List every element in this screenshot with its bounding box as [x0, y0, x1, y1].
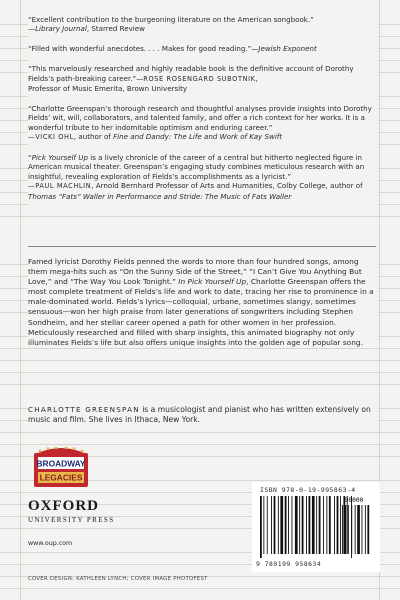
quote-source-note: , Starred Review — [86, 24, 145, 34]
quote-source-book: Thomas “Fats” Waller in Performance and Stride: The Music of Fats Waller — [28, 191, 292, 201]
quote-source-role: , Arnold Bernhard Professor of Arts and Humanities, Colby College, author of — [91, 181, 363, 191]
quote-book-title: Pick Yourself Up — [31, 153, 88, 163]
divider-rule — [28, 246, 376, 247]
author-bio — [28, 405, 378, 426]
logo-text-line1: BROADWAY — [36, 458, 86, 469]
barcode-addon-number: 90000 — [344, 497, 364, 504]
publisher-url[interactable]: www.oup.com — [28, 540, 73, 547]
quote-text: “This marvelously researched and highly readable book is the definitive account of Dorothy Fields’s path-breaking career.”— — [28, 64, 354, 83]
barcode — [258, 496, 376, 560]
publisher-name: OXFORD — [28, 498, 99, 514]
quote-source-prefix: , author of — [73, 132, 114, 142]
quote-jewish-exponent — [28, 44, 378, 53]
description-part-1: Famed lyricist Dorothy Fields penned the words to more than four hundred songs, among them mega-hits such as “On the Sunny Side of the Street,” “I Can’t Give You Anything But Love,” and “The Way You Look Tonight.” — [28, 257, 362, 287]
logo-text-line2: LEGACIES — [39, 472, 83, 483]
publisher-logo — [28, 498, 115, 524]
barcode-block — [252, 482, 380, 572]
quote-text: is a lively chronicle of the career of a central but hitherto neglected figure in American musical theater. Greenspan’s engaging study combines meticulous research with an insightful, revealing exploration of Fields’s accomplishments as a lyricist.” — [28, 153, 365, 181]
quote-library-journal — [28, 15, 378, 34]
broadway-legacies-logo — [34, 447, 88, 487]
publisher-sub: UNIVERSITY PRESS — [28, 516, 115, 524]
quote-source: ROSE ROSENGARD SUBOTNIK — [143, 74, 256, 83]
quote-source-book: Fine and Dandy: The Life and Work of Kay Swift — [113, 132, 283, 142]
quote-source-role: Professor of Music Emerita, Brown University — [28, 84, 188, 94]
quote-source: Jewish Exponent — [258, 44, 317, 54]
praise-section — [28, 15, 378, 212]
quote-ohl — [28, 104, 378, 143]
quote-source: —PAUL MACHLIN — [28, 182, 92, 191]
quote-source-comma: , — [255, 73, 258, 83]
description-book-title: In Pick Yourself Up — [178, 277, 247, 287]
quote-text: “Filled with wonderful anecdotes. . . . Makes for good reading.”— — [28, 44, 259, 54]
quote-source: —VICKI OHL — [28, 133, 74, 142]
barcode-number: 9 780199 958634 — [256, 560, 322, 568]
description-part-2: , Charlotte Greenspan offers the most complete treatment of Fields’s life and work to date, tracing her rise to prominence in a male-dominated world. Fields’s lyrics—colloquial, urbane, sometimes slangy, sometimes sensuous—won her high praise from later generations of songwriters including Stephen Sondheim, and her stellar career opened a path for other women in her profession. Meticulously researched and filled with sharp insights, this animated biography not only illuminates Fields’s life but also offers unique insights into the golden age of popular song. — [28, 277, 374, 347]
quote-text: “Charlotte Greenspan’s thorough research and thoughtful analyses provide insights into Dorothy Fields’ wit, will, collaborators, and talented family, and offer a rich context for her works. It is a wonderful tribute to her indomitable optimism and enduring career.” — [28, 103, 372, 132]
quote-subotnik — [28, 64, 378, 93]
cover-credits: COVER DESIGN: KATHLEEN LYNCH; COVER IMAGE PHOTOFEST — [28, 576, 208, 582]
author-bio-text: is a musicologist and pianist who has written extensively on music and film. She lives in Ithaca, New York. — [28, 405, 371, 425]
isbn-text: ISBN 978-0-19-995863-4 — [260, 486, 356, 494]
author-name: CHARLOTTE GREENSPAN — [28, 405, 140, 414]
quote-source: —Library Journal — [28, 24, 87, 34]
quote-text: “Excellent contribution to the burgeoning literature on the American songbook.” — [28, 15, 314, 24]
quote-machlin: “Pick Yourself Up is a lively chronicle of the career of a central but hitherto neglected figure in American musical theater. Greenspan’s engaging study combines meticulous research with an insightful, revealing exploration of Fields’s accomplishments as a lyricist.” —PAUL MACHLIN, Arnold Bernhard Professor of Arts and Humanities, Colby College, author of Thomas “Fats” Waller in Performance and Stride: The Music of Fats Waller — [28, 153, 365, 201]
book-description — [28, 257, 378, 348]
